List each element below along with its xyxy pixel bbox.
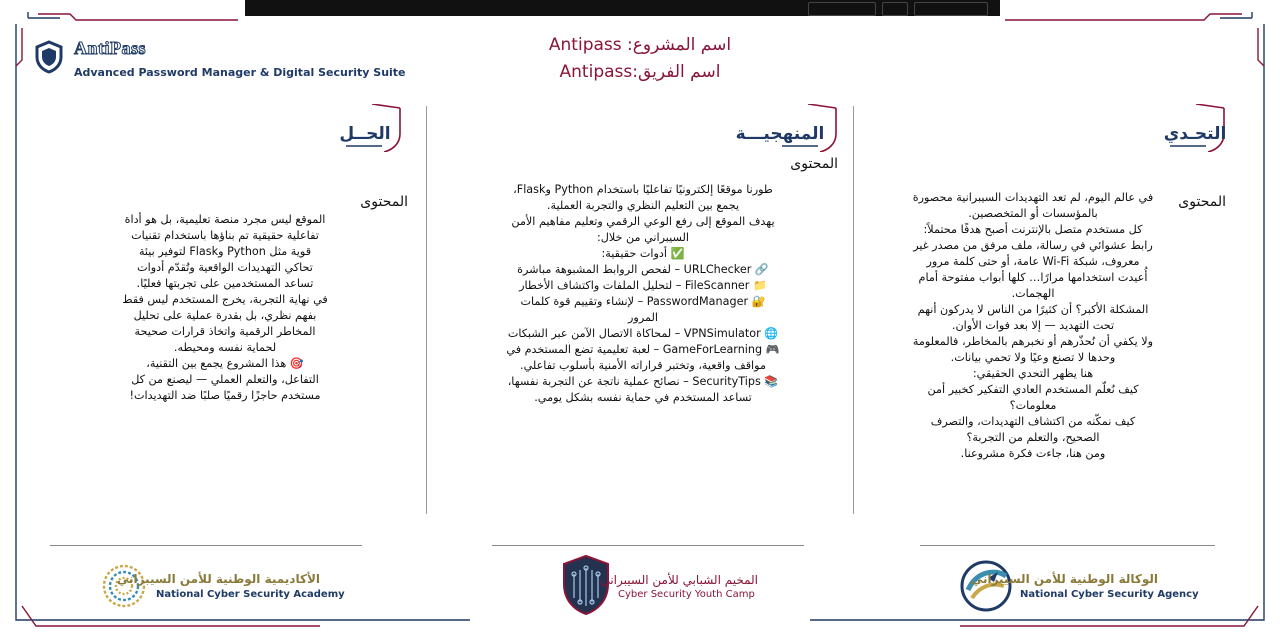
text-line: تساعد المستخدم في حماية نفسه بشكل يومي. — [534, 391, 752, 404]
challenge-title: التحـدي — [1163, 124, 1227, 144]
text-line: بالمؤسسات أو المتخصصين. — [968, 207, 1098, 220]
challenge-content-label: المحتوى — [1178, 194, 1226, 210]
text-line: يجمع بين التعليم النظري والتجربة العملية. — [546, 199, 740, 212]
text-line: السيبراني من خلال: — [596, 231, 690, 244]
text-line: كيف نُعلّم المستخدم العادي التفكير كخبير أمن — [927, 383, 1139, 396]
text-line: 📚 SecurityTips – نصائح عملية ناتجة عن التجربة نفسها، — [507, 375, 779, 388]
text-line: يهدف الموقع إلى رفع الوعي الرقمي وتعليم مفاهيم الأمن — [511, 215, 775, 228]
text-line: في عالم اليوم، لم تعد التهديدات السيبرانية محصورة — [912, 191, 1154, 204]
challenge-text — [898, 190, 1168, 462]
text-line: 🔐 PasswordManager – لإنشاء وتقييم قوة كلمات — [520, 295, 766, 308]
brand-name: AntiPass — [74, 38, 147, 58]
text-line: ومن هنا، جاءت فكرة مشروعنا. — [960, 447, 1106, 460]
text-line: الصحيح، والتعلم من التجربة؟ — [966, 431, 1100, 444]
academy-name-en: National Cyber Security Academy — [156, 589, 345, 600]
text-line: رابط عشوائي في رسالة، ملف مرفق من مصدر غير — [913, 239, 1153, 252]
text-line: بفهم نظري، بل بقدرة عملية على تحليل — [133, 309, 317, 322]
text-line: 🎯 هذا المشروع يجمع بين التقنية، — [146, 357, 304, 370]
column-divider — [853, 106, 854, 514]
academy-name-ar: الأكاديمية الوطنية للأمن السيبراني — [116, 572, 320, 586]
agency-name-en: National Cyber Security Agency — [1020, 589, 1199, 600]
text-line: 🔗 URLChecker – لفحص الروابط المشبوهة مباشرة — [517, 263, 769, 276]
text-line: التفاعل، والتعلم العملي — ليصنع من كل — [131, 373, 319, 386]
methodology-content-label: المحتوى — [790, 156, 838, 172]
methodology-title: المنهجيـــة — [735, 124, 825, 144]
text-line: كيف نمكّنه من اكتشاف التهديدات، والتصرف — [930, 415, 1136, 428]
camp-name-en: Cyber Security Youth Camp — [618, 589, 755, 600]
text-line: أُعيدت استخدامها مرارًا… كلها أبواب مفتوحة أمام — [918, 271, 1148, 284]
text-line: تحاكي التهديدات الواقعية وتُقدّم أدوات — [137, 261, 313, 274]
text-line: 🌐 VPNSimulator – لمحاكاة الاتصال الآمن عبر الشبكات — [507, 327, 779, 340]
text-line: مواقف واقعية، وتختبر قراراته الأمنية بأسلوب تفاعلي. — [520, 359, 766, 372]
text-line: معلومات؟ — [1009, 399, 1057, 412]
team-name: اسم الفريق:Antipass — [559, 62, 721, 82]
text-line: قوية مثل Python وFlask لتوفير بيئة — [138, 245, 312, 258]
text-line: الهجمات. — [1011, 287, 1055, 300]
text-line: المرور — [628, 311, 658, 324]
footer-divider — [492, 545, 804, 546]
text-line: في نهاية التجربة، يخرج المستخدم ليس فقط — [122, 293, 328, 306]
toolbar-control[interactable] — [808, 2, 876, 16]
text-line: مستخدم حاجزًا رقميًا صلبًا ضد التهديدات! — [129, 389, 321, 402]
agency-logo-icon — [958, 558, 1014, 614]
text-line: تفاعلية حقيقية تم بناؤها باستخدام تقنيات — [131, 229, 319, 242]
academy-logo-icon — [100, 562, 148, 610]
footer-divider — [920, 545, 1215, 546]
solution-title: الحــل — [339, 124, 391, 144]
toolbar-control[interactable] — [882, 2, 908, 16]
text-line: لحماية نفسه ومحيطه. — [173, 341, 277, 354]
shield-logo-icon — [34, 40, 64, 74]
camp-name-ar: المخيم الشبابي للأمن السيبراني — [600, 573, 758, 587]
footer-divider — [50, 545, 362, 546]
text-line: المشكلة الأكبر؟ أن كثيرًا من الناس لا يدركون أنهم — [917, 303, 1149, 316]
methodology-text — [468, 182, 818, 406]
text-line: 📁 FileScanner – لتحليل الملفات واكتشاف الأخطار — [519, 279, 767, 292]
text-line: المخاطر الرقمية واتخاذ قرارات صحيحة — [134, 325, 316, 338]
text-line: تساعد المستخدمين على تجربتها فعليًا. — [136, 277, 314, 290]
text-line: ولا يكفي أن نُحذّرهم أو نخبرهم بالمخاطر، فالمعلومة — [912, 335, 1154, 348]
text-line: طورنا موقعًا إلكترونيًا تفاعليًا باستخدام Python وFlask، — [513, 183, 773, 196]
text-line: تحت التهديد — إلا بعد فوات الأوان. — [951, 319, 1115, 332]
text-line: ✅ أدوات حقيقية: — [601, 247, 685, 260]
solution-content-label: المحتوى — [360, 194, 408, 210]
project-name: اسم المشروع: Antipass — [548, 35, 732, 55]
agency-name-ar: الوكالة الوطنية للأمن السيبراني — [970, 572, 1158, 586]
text-line: معروف، شبكة Wi-Fi عامة، أو حتى كلمة مرور — [926, 255, 1140, 268]
toolbar-control[interactable] — [914, 2, 988, 16]
top-toolbar — [245, 0, 1000, 16]
column-divider — [426, 106, 427, 514]
solution-text — [100, 212, 350, 404]
text-line: هنا يظهر التحدي الحقيقي: — [972, 367, 1094, 380]
text-line: الموقع ليس مجرد منصة تعليمية، بل هو أداة — [124, 213, 326, 226]
text-line: كل مستخدم متصل بالإنترنت أصبح هدفًا محتملاً: — [923, 223, 1143, 236]
text-line: وحدها لا تصنع وعيًا ولا تحمي بيانات. — [950, 351, 1116, 364]
brand-tagline: Advanced Password Manager & Digital Security Suite — [74, 66, 406, 79]
text-line: 🎮 GameForLearning – لعبة تعليمية تضع المستخدم في — [506, 343, 780, 356]
